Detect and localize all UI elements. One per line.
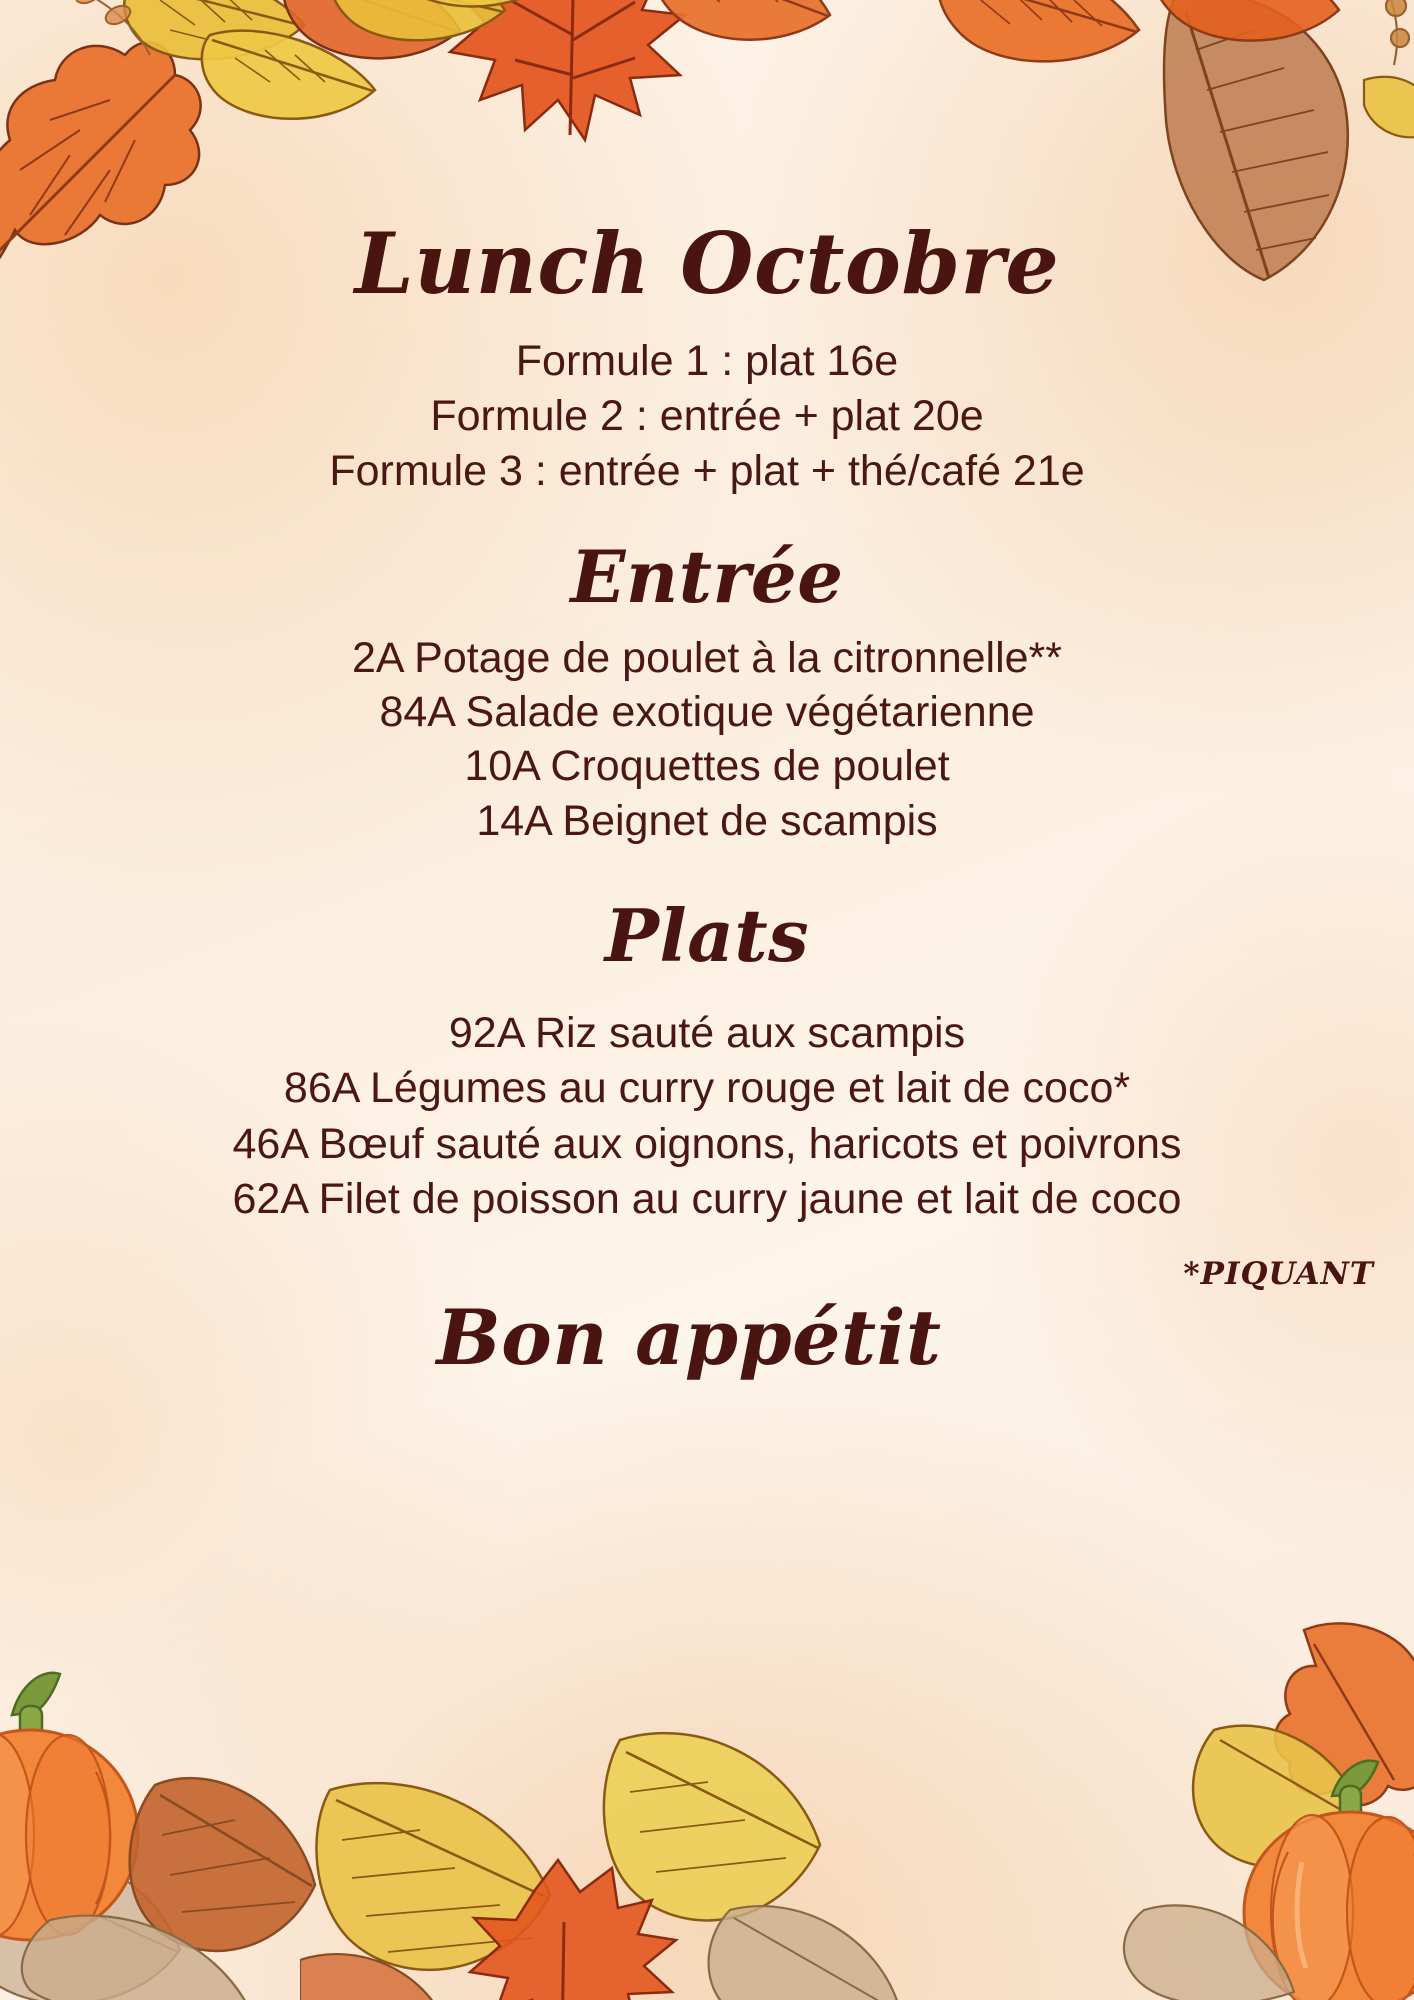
formula-item: Formule 3 : entrée + plat + thé/café 21e	[329, 447, 1085, 496]
formula-item: Formule 2 : entrée + plat 20e	[430, 392, 984, 441]
plats-item: 46A Bœuf sauté aux oignons, haricots et poivrons	[232, 1119, 1182, 1168]
plats-list	[0, 1006, 1414, 1228]
plats-heading: Plats	[604, 892, 810, 978]
plats-item: 86A Légumes au curry rouge et lait de coco*	[283, 1064, 1131, 1113]
spicy-legend: *PIQUANT	[1183, 1255, 1374, 1292]
entree-item: 10A Croquettes de poulet	[464, 742, 950, 791]
footer-row	[0, 1255, 1414, 1394]
page-title: Lunch Octobre	[354, 214, 1060, 313]
plats-item: 62A Filet de poisson au curry jaune et lait de coco	[232, 1175, 1182, 1224]
entree-item: 84A Salade exotique végétarienne	[379, 688, 1035, 737]
autumn-leaves-bottom-center-icon	[300, 1660, 920, 2000]
formula-item: Formule 1 : plat 16e	[515, 337, 899, 385]
plats-item: 92A Riz sauté aux scampis	[448, 1008, 966, 1057]
entree-item: 2A Potage de poulet à la citronnelle**	[351, 634, 1063, 683]
pumpkin-bottom-right-icon	[974, 1620, 1414, 2000]
formula-list	[0, 334, 1414, 499]
closing-message: Bon appétit	[436, 1292, 942, 1382]
pumpkin-bottom-left-icon	[0, 1620, 470, 2000]
entree-item: 14A Beignet de scampis	[476, 796, 938, 845]
entree-heading: Entrée	[570, 534, 844, 620]
entree-list	[0, 631, 1414, 848]
